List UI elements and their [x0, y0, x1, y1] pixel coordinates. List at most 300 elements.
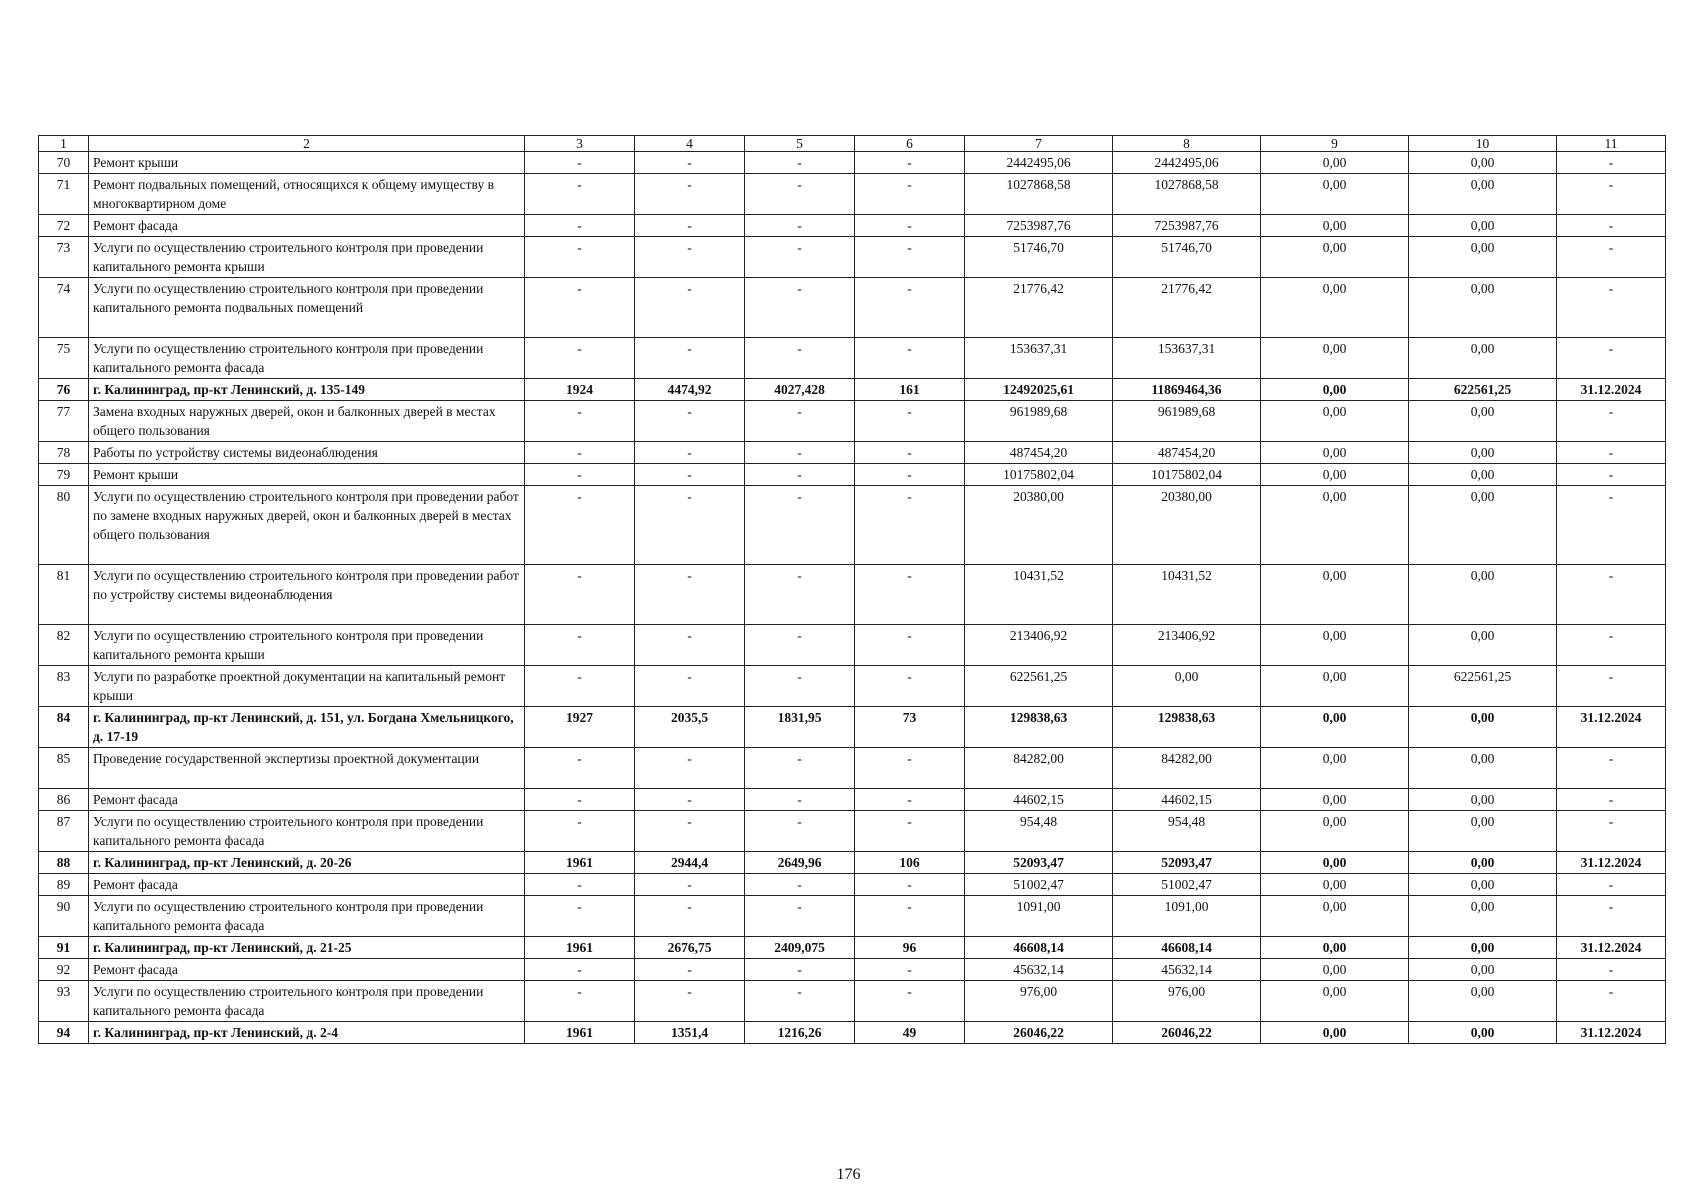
value-col-4: -	[635, 174, 745, 215]
value-col-4: -	[635, 152, 745, 174]
value-col-6: -	[855, 896, 965, 937]
value-col-3: -	[525, 874, 635, 896]
value-col-3: -	[525, 464, 635, 486]
value-col-3: -	[525, 896, 635, 937]
value-col-3: 1961	[525, 937, 635, 959]
value-col-8: 961989,68	[1113, 401, 1261, 442]
value-col-9: 0,00	[1261, 152, 1409, 174]
value-col-8: 84282,00	[1113, 748, 1261, 789]
value-col-11: 31.12.2024	[1557, 937, 1666, 959]
row-number: 81	[39, 565, 89, 625]
value-col-9: 0,00	[1261, 981, 1409, 1022]
value-col-5: -	[745, 748, 855, 789]
column-number-row	[39, 136, 1666, 152]
value-col-3: -	[525, 401, 635, 442]
value-col-5: 1831,95	[745, 707, 855, 748]
value-col-10: 0,00	[1409, 442, 1557, 464]
value-col-7: 51746,70	[965, 237, 1113, 278]
value-col-3: -	[525, 338, 635, 379]
row-number: 89	[39, 874, 89, 896]
value-col-9: 0,00	[1261, 874, 1409, 896]
work-item-row	[39, 442, 1666, 464]
value-col-6: -	[855, 666, 965, 707]
value-col-8: 129838,63	[1113, 707, 1261, 748]
work-name: Проведение государственной экспертизы проектной документации	[89, 748, 525, 789]
value-col-6: -	[855, 401, 965, 442]
column-number: 3	[525, 136, 635, 152]
address-name: г. Калининград, пр-кт Ленинский, д. 2-4	[89, 1022, 525, 1044]
value-col-11: -	[1557, 625, 1666, 666]
value-col-3: -	[525, 981, 635, 1022]
value-col-5: -	[745, 215, 855, 237]
value-col-3: -	[525, 215, 635, 237]
value-col-3: -	[525, 959, 635, 981]
column-number: 10	[1409, 136, 1557, 152]
value-col-3: -	[525, 666, 635, 707]
work-item-row	[39, 789, 1666, 811]
capital-repair-table	[38, 135, 1666, 1044]
value-col-5: -	[745, 401, 855, 442]
value-col-6: 49	[855, 1022, 965, 1044]
value-col-8: 52093,47	[1113, 852, 1261, 874]
value-col-8: 2442495,06	[1113, 152, 1261, 174]
value-col-10: 0,00	[1409, 896, 1557, 937]
value-col-9: 0,00	[1261, 278, 1409, 338]
value-col-7: 622561,25	[965, 666, 1113, 707]
value-col-11: -	[1557, 338, 1666, 379]
value-col-4: -	[635, 625, 745, 666]
value-col-4: 2944,4	[635, 852, 745, 874]
column-number: 4	[635, 136, 745, 152]
value-col-8: 0,00	[1113, 666, 1261, 707]
work-name: Услуги по осуществлению строительного контроля при проведении капитального ремонта подвальных помещений	[89, 278, 525, 338]
row-number: 70	[39, 152, 89, 174]
value-col-8: 976,00	[1113, 981, 1261, 1022]
value-col-7: 45632,14	[965, 959, 1113, 981]
value-col-11: -	[1557, 789, 1666, 811]
row-number: 87	[39, 811, 89, 852]
row-number: 80	[39, 486, 89, 565]
value-col-8: 10175802,04	[1113, 464, 1261, 486]
value-col-7: 2442495,06	[965, 152, 1113, 174]
work-name: Услуги по осуществлению строительного контроля при проведении капитального ремонта фасада	[89, 896, 525, 937]
row-number: 75	[39, 338, 89, 379]
value-col-4: -	[635, 959, 745, 981]
work-item-row	[39, 464, 1666, 486]
value-col-7: 46608,14	[965, 937, 1113, 959]
value-col-9: 0,00	[1261, 1022, 1409, 1044]
work-item-row	[39, 237, 1666, 278]
value-col-11: 31.12.2024	[1557, 852, 1666, 874]
value-col-10: 0,00	[1409, 748, 1557, 789]
column-number: 5	[745, 136, 855, 152]
value-col-9: 0,00	[1261, 442, 1409, 464]
value-col-11: -	[1557, 959, 1666, 981]
value-col-6: -	[855, 174, 965, 215]
value-col-3: -	[525, 625, 635, 666]
value-col-4: -	[635, 338, 745, 379]
value-col-4: 1351,4	[635, 1022, 745, 1044]
work-item-row	[39, 215, 1666, 237]
value-col-9: 0,00	[1261, 215, 1409, 237]
value-col-6: -	[855, 811, 965, 852]
value-col-7: 44602,15	[965, 789, 1113, 811]
value-col-9: 0,00	[1261, 338, 1409, 379]
value-col-3: 1961	[525, 1022, 635, 1044]
row-number: 83	[39, 666, 89, 707]
work-item-row	[39, 625, 1666, 666]
value-col-7: 213406,92	[965, 625, 1113, 666]
row-number: 82	[39, 625, 89, 666]
work-name: Ремонт фасада	[89, 789, 525, 811]
value-col-7: 487454,20	[965, 442, 1113, 464]
value-col-6: -	[855, 338, 965, 379]
value-col-7: 10431,52	[965, 565, 1113, 625]
value-col-5: 4027,428	[745, 379, 855, 401]
value-col-10: 0,00	[1409, 811, 1557, 852]
value-col-6: -	[855, 237, 965, 278]
value-col-3: -	[525, 174, 635, 215]
value-col-11: -	[1557, 401, 1666, 442]
value-col-6: -	[855, 874, 965, 896]
value-col-5: -	[745, 896, 855, 937]
value-col-11: -	[1557, 442, 1666, 464]
value-col-5: -	[745, 442, 855, 464]
address-name: г. Калининград, пр-кт Ленинский, д. 21-25	[89, 937, 525, 959]
address-row	[39, 937, 1666, 959]
value-col-8: 11869464,36	[1113, 379, 1261, 401]
value-col-3: -	[525, 442, 635, 464]
work-name: Ремонт фасада	[89, 215, 525, 237]
column-number: 11	[1557, 136, 1666, 152]
value-col-6: 73	[855, 707, 965, 748]
value-col-10: 0,00	[1409, 565, 1557, 625]
column-number: 8	[1113, 136, 1261, 152]
value-col-7: 7253987,76	[965, 215, 1113, 237]
value-col-4: -	[635, 896, 745, 937]
row-number: 92	[39, 959, 89, 981]
value-col-5: 2649,96	[745, 852, 855, 874]
work-item-row	[39, 748, 1666, 789]
value-col-7: 1091,00	[965, 896, 1113, 937]
work-name: Услуги по осуществлению строительного контроля при проведении капитального ремонта фасада	[89, 338, 525, 379]
value-col-5: -	[745, 666, 855, 707]
value-col-6: 161	[855, 379, 965, 401]
value-col-8: 1027868,58	[1113, 174, 1261, 215]
value-col-9: 0,00	[1261, 748, 1409, 789]
value-col-8: 44602,15	[1113, 789, 1261, 811]
value-col-3: -	[525, 789, 635, 811]
table-body	[39, 136, 1666, 1044]
work-item-row	[39, 152, 1666, 174]
row-number: 93	[39, 981, 89, 1022]
work-name: Ремонт фасада	[89, 874, 525, 896]
value-col-6: -	[855, 215, 965, 237]
value-col-9: 0,00	[1261, 379, 1409, 401]
value-col-6: -	[855, 981, 965, 1022]
value-col-6: -	[855, 486, 965, 565]
value-col-5: -	[745, 625, 855, 666]
value-col-6: -	[855, 959, 965, 981]
work-item-row	[39, 338, 1666, 379]
value-col-9: 0,00	[1261, 565, 1409, 625]
value-col-3: -	[525, 152, 635, 174]
value-col-5: -	[745, 174, 855, 215]
value-col-5: -	[745, 338, 855, 379]
value-col-8: 26046,22	[1113, 1022, 1261, 1044]
value-col-3: 1961	[525, 852, 635, 874]
row-number: 74	[39, 278, 89, 338]
value-col-5: -	[745, 811, 855, 852]
value-col-7: 51002,47	[965, 874, 1113, 896]
work-item-row	[39, 401, 1666, 442]
value-col-10: 0,00	[1409, 401, 1557, 442]
work-item-row	[39, 486, 1666, 565]
value-col-9: 0,00	[1261, 707, 1409, 748]
value-col-7: 26046,22	[965, 1022, 1113, 1044]
value-col-8: 51002,47	[1113, 874, 1261, 896]
row-number: 91	[39, 937, 89, 959]
value-col-5: -	[745, 981, 855, 1022]
value-col-3: 1924	[525, 379, 635, 401]
work-item-row	[39, 981, 1666, 1022]
value-col-9: 0,00	[1261, 237, 1409, 278]
value-col-11: -	[1557, 981, 1666, 1022]
value-col-4: -	[635, 748, 745, 789]
value-col-10: 0,00	[1409, 464, 1557, 486]
value-col-9: 0,00	[1261, 486, 1409, 565]
value-col-8: 153637,31	[1113, 338, 1261, 379]
value-col-5: -	[745, 874, 855, 896]
work-item-row	[39, 874, 1666, 896]
work-item-row	[39, 174, 1666, 215]
value-col-10: 0,00	[1409, 707, 1557, 748]
value-col-4: -	[635, 811, 745, 852]
value-col-6: -	[855, 565, 965, 625]
value-col-6: -	[855, 278, 965, 338]
work-name: Услуги по осуществлению строительного контроля при проведении капитального ремонта крыши	[89, 237, 525, 278]
value-col-10: 0,00	[1409, 937, 1557, 959]
row-number: 85	[39, 748, 89, 789]
value-col-9: 0,00	[1261, 896, 1409, 937]
value-col-10: 0,00	[1409, 278, 1557, 338]
address-name: г. Калининград, пр-кт Ленинский, д. 20-26	[89, 852, 525, 874]
value-col-6: 96	[855, 937, 965, 959]
work-name: Услуги по осуществлению строительного контроля при проведении капитального ремонта фасада	[89, 811, 525, 852]
value-col-9: 0,00	[1261, 401, 1409, 442]
column-number: 2	[89, 136, 525, 152]
value-col-9: 0,00	[1261, 464, 1409, 486]
value-col-8: 20380,00	[1113, 486, 1261, 565]
work-item-row	[39, 896, 1666, 937]
value-col-4: -	[635, 789, 745, 811]
value-col-11: 31.12.2024	[1557, 1022, 1666, 1044]
value-col-5: 2409,075	[745, 937, 855, 959]
value-col-5: 1216,26	[745, 1022, 855, 1044]
value-col-4: -	[635, 401, 745, 442]
address-row	[39, 1022, 1666, 1044]
value-col-6: -	[855, 625, 965, 666]
value-col-6: 106	[855, 852, 965, 874]
value-col-3: -	[525, 748, 635, 789]
value-col-4: -	[635, 666, 745, 707]
value-col-11: -	[1557, 486, 1666, 565]
value-col-4: -	[635, 874, 745, 896]
value-col-11: -	[1557, 811, 1666, 852]
value-col-5: -	[745, 486, 855, 565]
value-col-10: 0,00	[1409, 174, 1557, 215]
value-col-4: 4474,92	[635, 379, 745, 401]
value-col-9: 0,00	[1261, 959, 1409, 981]
address-row	[39, 852, 1666, 874]
value-col-10: 0,00	[1409, 959, 1557, 981]
value-col-10: 0,00	[1409, 215, 1557, 237]
work-item-row	[39, 565, 1666, 625]
value-col-3: -	[525, 565, 635, 625]
value-col-10: 0,00	[1409, 874, 1557, 896]
value-col-7: 976,00	[965, 981, 1113, 1022]
work-name: Замена входных наружных дверей, окон и балконных дверей в местах общего пользования	[89, 401, 525, 442]
row-number: 72	[39, 215, 89, 237]
value-col-5: -	[745, 959, 855, 981]
value-col-5: -	[745, 789, 855, 811]
row-number: 76	[39, 379, 89, 401]
value-col-11: -	[1557, 237, 1666, 278]
value-col-9: 0,00	[1261, 174, 1409, 215]
work-name: Услуги по разработке проектной документации на капитальный ремонт крыши	[89, 666, 525, 707]
value-col-11: -	[1557, 152, 1666, 174]
value-col-3: -	[525, 237, 635, 278]
value-col-5: -	[745, 152, 855, 174]
value-col-11: -	[1557, 666, 1666, 707]
value-col-5: -	[745, 464, 855, 486]
work-name: Услуги по осуществлению строительного контроля при проведении работ по устройству системы видеонаблюдения	[89, 565, 525, 625]
value-col-11: -	[1557, 464, 1666, 486]
value-col-5: -	[745, 565, 855, 625]
value-col-4: -	[635, 237, 745, 278]
column-number: 9	[1261, 136, 1409, 152]
value-col-7: 21776,42	[965, 278, 1113, 338]
value-col-10: 0,00	[1409, 486, 1557, 565]
row-number: 71	[39, 174, 89, 215]
value-col-8: 46608,14	[1113, 937, 1261, 959]
value-col-7: 153637,31	[965, 338, 1113, 379]
value-col-4: -	[635, 278, 745, 338]
value-col-3: -	[525, 811, 635, 852]
value-col-8: 213406,92	[1113, 625, 1261, 666]
value-col-10: 0,00	[1409, 852, 1557, 874]
value-col-4: -	[635, 565, 745, 625]
value-col-10: 0,00	[1409, 338, 1557, 379]
value-col-11: 31.12.2024	[1557, 379, 1666, 401]
value-col-10: 0,00	[1409, 625, 1557, 666]
value-col-11: 31.12.2024	[1557, 707, 1666, 748]
value-col-9: 0,00	[1261, 937, 1409, 959]
value-col-6: -	[855, 152, 965, 174]
work-name: Работы по устройству системы видеонаблюдения	[89, 442, 525, 464]
value-col-6: -	[855, 442, 965, 464]
value-col-11: -	[1557, 174, 1666, 215]
row-number: 73	[39, 237, 89, 278]
row-number: 77	[39, 401, 89, 442]
value-col-6: -	[855, 464, 965, 486]
value-col-4: -	[635, 981, 745, 1022]
value-col-4: -	[635, 464, 745, 486]
value-col-9: 0,00	[1261, 666, 1409, 707]
row-number: 78	[39, 442, 89, 464]
value-col-11: -	[1557, 896, 1666, 937]
value-col-10: 0,00	[1409, 152, 1557, 174]
row-number: 94	[39, 1022, 89, 1044]
column-number: 1	[39, 136, 89, 152]
value-col-8: 21776,42	[1113, 278, 1261, 338]
value-col-7: 1027868,58	[965, 174, 1113, 215]
work-name: Ремонт крыши	[89, 464, 525, 486]
work-item-row	[39, 666, 1666, 707]
value-col-3: -	[525, 278, 635, 338]
value-col-7: 129838,63	[965, 707, 1113, 748]
page-number: 176	[836, 1166, 861, 1183]
value-col-7: 20380,00	[965, 486, 1113, 565]
value-col-7: 954,48	[965, 811, 1113, 852]
row-number: 84	[39, 707, 89, 748]
row-number: 86	[39, 789, 89, 811]
value-col-4: 2676,75	[635, 937, 745, 959]
value-col-11: -	[1557, 565, 1666, 625]
value-col-7: 84282,00	[965, 748, 1113, 789]
value-col-10: 0,00	[1409, 237, 1557, 278]
work-name: Услуги по осуществлению строительного контроля при проведении капитального ремонта фасада	[89, 981, 525, 1022]
value-col-5: -	[745, 237, 855, 278]
column-number: 6	[855, 136, 965, 152]
value-col-11: -	[1557, 278, 1666, 338]
value-col-11: -	[1557, 215, 1666, 237]
value-col-10: 0,00	[1409, 1022, 1557, 1044]
work-name: Ремонт подвальных помещений, относящихся к общему имуществу в многоквартирном доме	[89, 174, 525, 215]
value-col-7: 12492025,61	[965, 379, 1113, 401]
value-col-8: 10431,52	[1113, 565, 1261, 625]
work-name: Услуги по осуществлению строительного контроля при проведении капитального ремонта крыши	[89, 625, 525, 666]
value-col-10: 622561,25	[1409, 379, 1557, 401]
value-col-9: 0,00	[1261, 852, 1409, 874]
value-col-10: 0,00	[1409, 981, 1557, 1022]
value-col-4: 2035,5	[635, 707, 745, 748]
row-number: 90	[39, 896, 89, 937]
value-col-4: -	[635, 442, 745, 464]
value-col-6: -	[855, 789, 965, 811]
value-col-8: 1091,00	[1113, 896, 1261, 937]
column-number: 7	[965, 136, 1113, 152]
address-row	[39, 707, 1666, 748]
work-name: Ремонт фасада	[89, 959, 525, 981]
value-col-4: -	[635, 486, 745, 565]
value-col-8: 51746,70	[1113, 237, 1261, 278]
value-col-3: -	[525, 486, 635, 565]
value-col-5: -	[745, 278, 855, 338]
value-col-7: 10175802,04	[965, 464, 1113, 486]
value-col-11: -	[1557, 874, 1666, 896]
value-col-3: 1927	[525, 707, 635, 748]
work-name: Ремонт крыши	[89, 152, 525, 174]
value-col-11: -	[1557, 748, 1666, 789]
value-col-10: 0,00	[1409, 789, 1557, 811]
value-col-7: 961989,68	[965, 401, 1113, 442]
value-col-9: 0,00	[1261, 625, 1409, 666]
value-col-4: -	[635, 215, 745, 237]
value-col-7: 52093,47	[965, 852, 1113, 874]
address-name: г. Калининград, пр-кт Ленинский, д. 135-149	[89, 379, 525, 401]
row-number: 88	[39, 852, 89, 874]
